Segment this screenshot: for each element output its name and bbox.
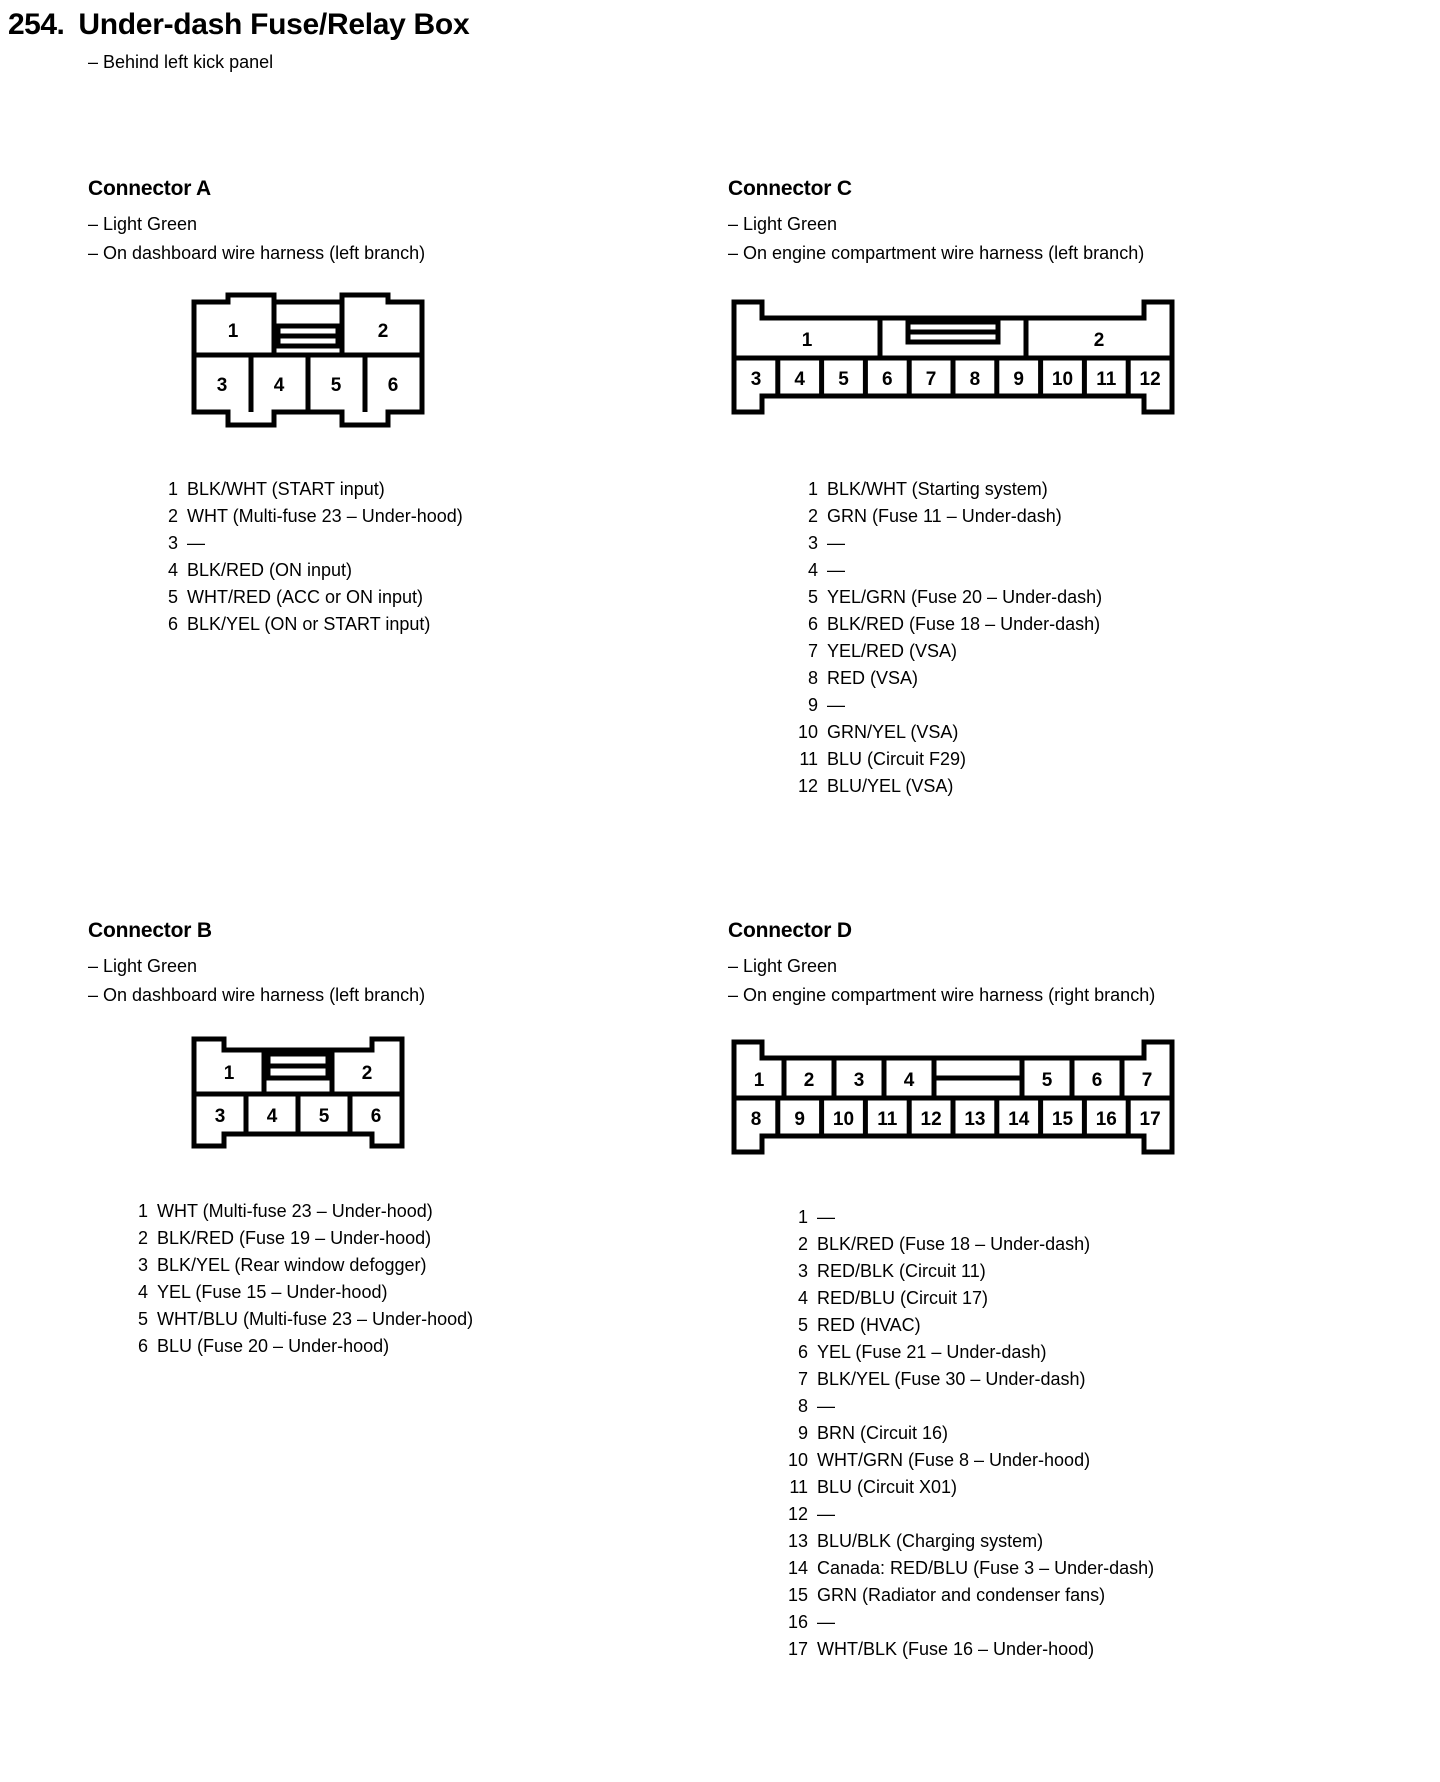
pin-row: 6 BLU (Fuse 20 – Under-hood): [137, 1336, 390, 1356]
svg-text:6: 6: [370, 1106, 382, 1127]
pin-row: 5 WHT/RED (ACC or ON input): [167, 587, 424, 607]
pin-row: 2 GRN (Fuse 11 – Under-dash): [807, 506, 1062, 526]
connector-b-diagram: [188, 1034, 708, 1164]
svg-text:9: 9: [1013, 369, 1024, 390]
connector-c-subtitle-1: – Light Green: [728, 214, 838, 234]
pin-row: 8 RED (VSA): [807, 668, 919, 688]
connector-b-subtitle-2: – On dashboard wire harness (left branch): [88, 985, 426, 1005]
pin-row: 3 RED/BLK (Circuit 11): [797, 1261, 986, 1281]
svg-text:6: 6: [387, 375, 399, 396]
svg-text:2: 2: [803, 1070, 815, 1091]
pin-row: 1 WHT (Multi-fuse 23 – Under-hood): [137, 1201, 433, 1221]
connector-block-d: [728, 919, 1428, 1663]
connector-c-pin-list: [788, 476, 1418, 800]
connector-a-diagram: [188, 292, 708, 442]
svg-text:2: 2: [1093, 330, 1105, 351]
pin-row: 9 —: [807, 695, 845, 715]
pin-row: 12 —: [787, 1504, 835, 1524]
pin-row: 17 WHT/BLK (Fuse 16 – Under-hood): [787, 1639, 1095, 1659]
page-subtitle: – Behind left kick panel: [88, 52, 274, 72]
page-title: Under-dash Fuse/Relay Box: [78, 8, 470, 41]
pin-row: 7 YEL/RED (VSA): [807, 641, 958, 661]
svg-text:11: 11: [877, 1109, 898, 1130]
svg-text:8: 8: [750, 1109, 762, 1130]
connector-b-subtitle-1: – Light Green: [88, 956, 198, 976]
pin-row: 12 BLU/YEL (VSA): [797, 776, 954, 796]
svg-text:12: 12: [1139, 369, 1161, 390]
connector-block-b: [88, 919, 708, 1360]
connector-a-pin-list: [148, 476, 708, 638]
pin-row: 3 —: [807, 533, 845, 553]
pin-row: 7 BLK/YEL (Fuse 30 – Under-dash): [797, 1369, 1086, 1389]
svg-text:11: 11: [1096, 369, 1117, 390]
pin-row: 1 —: [797, 1207, 835, 1227]
connector-d-subtitle-1: – Light Green: [728, 956, 838, 976]
svg-text:9: 9: [794, 1109, 805, 1130]
connector-c-title: Connector C: [728, 177, 852, 200]
svg-text:1: 1: [753, 1070, 765, 1091]
svg-text:13: 13: [964, 1109, 986, 1130]
svg-text:4: 4: [273, 375, 285, 396]
pin-row: 1 BLK/WHT (Starting system): [807, 479, 1048, 499]
svg-text:5: 5: [838, 369, 849, 390]
pin-row: 2 BLK/RED (Fuse 19 – Under-hood): [137, 1228, 432, 1248]
svg-text:2: 2: [361, 1063, 373, 1084]
svg-text:1: 1: [227, 321, 239, 342]
connector-c-subtitle-2: – On engine compartment wire harness (left branch): [728, 243, 1145, 263]
connector-d-title: Connector D: [728, 919, 852, 942]
svg-text:6: 6: [882, 369, 893, 390]
connector-a-title: Connector A: [88, 177, 212, 200]
pin-row: 1 BLK/WHT (START input): [167, 479, 385, 499]
connector-d-pin-list: [778, 1204, 1428, 1663]
svg-text:8: 8: [969, 369, 981, 390]
svg-text:14: 14: [1008, 1109, 1030, 1130]
pin-row: 11 BLU (Circuit F29): [799, 749, 967, 769]
page-header: [0, 0, 1440, 42]
connector-d-diagram: [728, 1034, 1428, 1174]
pin-row: 5 RED (HVAC): [797, 1315, 921, 1335]
svg-text:1: 1: [223, 1063, 235, 1084]
pin-row: 15 GRN (Radiator and condenser fans): [787, 1585, 1106, 1605]
connector-a-subtitle-2: – On dashboard wire harness (left branch): [88, 243, 426, 263]
pin-row: 2 WHT (Multi-fuse 23 – Under-hood): [167, 506, 463, 526]
pin-row: 10 WHT/GRN (Fuse 8 – Under-hood): [787, 1450, 1091, 1470]
pin-row: 16 —: [787, 1612, 835, 1632]
pin-row: 6 BLK/RED (Fuse 18 – Under-dash): [807, 614, 1101, 634]
svg-text:16: 16: [1095, 1109, 1117, 1130]
connector-a-subtitle-1: – Light Green: [88, 214, 198, 234]
page-number: 254.: [8, 8, 65, 41]
pin-row: 11 BLU (Circuit X01): [789, 1477, 958, 1497]
pin-row: 5 WHT/BLU (Multi-fuse 23 – Under-hood): [137, 1309, 474, 1329]
svg-text:12: 12: [920, 1109, 942, 1130]
pin-row: 9 BRN (Circuit 16): [797, 1423, 949, 1443]
svg-text:4: 4: [794, 369, 805, 390]
pin-row: 6 BLK/YEL (ON or START input): [167, 614, 431, 634]
svg-text:1: 1: [801, 330, 813, 351]
svg-text:7: 7: [1141, 1070, 1153, 1091]
svg-text:6: 6: [1091, 1070, 1103, 1091]
connector-block-c: [728, 177, 1418, 800]
svg-text:7: 7: [925, 369, 937, 390]
svg-text:4: 4: [266, 1106, 278, 1127]
pin-row: 4 RED/BLU (Circuit 17): [797, 1288, 989, 1308]
pin-row: 3 —: [167, 533, 205, 553]
svg-text:15: 15: [1051, 1109, 1074, 1130]
connector-c-diagram: [728, 292, 1418, 442]
pin-row: 4 BLK/RED (ON input): [167, 560, 353, 580]
pin-row: 10 GRN/YEL (VSA): [797, 722, 959, 742]
svg-text:2: 2: [377, 321, 389, 342]
connector-block-a: [88, 177, 708, 638]
svg-text:3: 3: [216, 375, 228, 396]
connector-b-pin-list: [118, 1198, 708, 1360]
svg-text:5: 5: [1041, 1070, 1053, 1091]
connector-d-subtitle-2: – On engine compartment wire harness (right branch): [728, 985, 1156, 1005]
svg-text:17: 17: [1139, 1109, 1161, 1130]
svg-text:5: 5: [318, 1106, 330, 1127]
svg-text:3: 3: [750, 369, 762, 390]
svg-text:3: 3: [853, 1070, 865, 1091]
pin-row: 13 BLU/BLK (Charging system): [787, 1531, 1044, 1551]
pin-row: 14 Canada: RED/BLU (Fuse 3 – Under-dash): [787, 1558, 1155, 1578]
pin-row: 8 —: [797, 1396, 835, 1416]
pin-row: 4 —: [807, 560, 845, 580]
svg-text:10: 10: [1051, 369, 1074, 390]
pin-row: 4 YEL (Fuse 15 – Under-hood): [137, 1282, 388, 1302]
svg-text:5: 5: [330, 375, 342, 396]
pin-row: 6 YEL (Fuse 21 – Under-dash): [797, 1342, 1047, 1362]
pin-row: 5 YEL/GRN (Fuse 20 – Under-dash): [807, 587, 1103, 607]
pin-row: 2 BLK/RED (Fuse 18 – Under-dash): [797, 1234, 1091, 1254]
svg-text:10: 10: [832, 1109, 855, 1130]
connector-b-title: Connector B: [88, 919, 212, 942]
pin-row: 3 BLK/YEL (Rear window defogger): [137, 1255, 427, 1275]
svg-text:3: 3: [214, 1106, 226, 1127]
svg-text:4: 4: [903, 1070, 915, 1091]
